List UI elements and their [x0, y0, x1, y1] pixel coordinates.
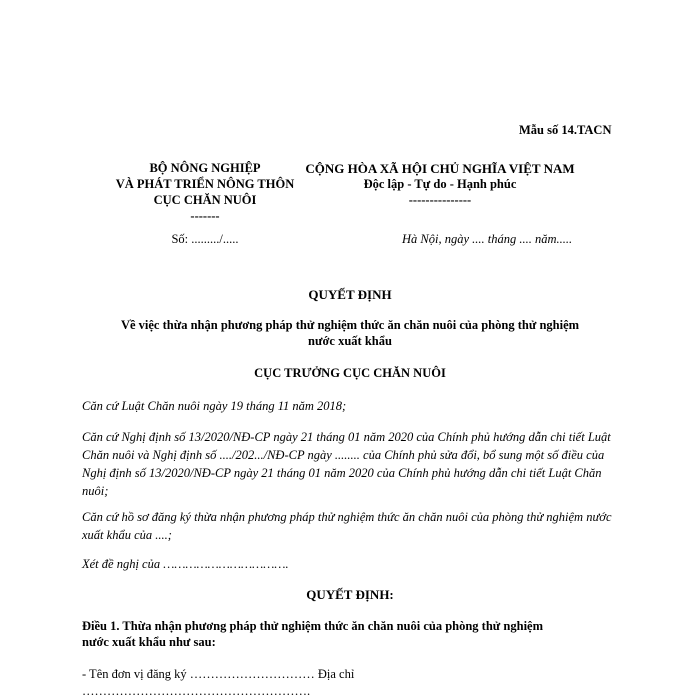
article-1-line-1: Điều 1. Thừa nhận phương pháp thử nghiệm thức ăn chăn nuôi của phòng thử nghiệm: [82, 619, 544, 633]
subject-line-2: nước xuất khẩu: [308, 334, 392, 348]
form-code: Mẫu số 14.TACN: [519, 123, 612, 137]
basis-proposal: Xét đề nghị của …………………………….: [82, 557, 289, 571]
left-divider: -------: [190, 209, 220, 223]
document-title: QUYẾT ĐỊNH: [308, 287, 392, 302]
decision-heading: QUYẾT ĐỊNH:: [306, 587, 394, 602]
registrant-field: - Tên đơn vị đăng ký ………………………… Địa chỉ: [82, 667, 355, 681]
ministry-name-2: VÀ PHÁT TRIỂN NÔNG THÔN: [115, 177, 295, 191]
subject-line-1: Về việc thừa nhận phương pháp thử nghiệm thức ăn chăn nuôi của phòng thử nghiệm: [120, 318, 580, 332]
basis-decree: Căn cứ Nghị định số 13/2020/NĐ-CP ngày 21 tháng 01 năm 2020 của Chính phủ hướng dẫn chi tiết Luật Chăn nuôi và Nghị định số ..../202.../NĐ-CP ngày ........ của Chính phủ sửa đổi, bổ sung một số điều của Nghị định số 13/2020/NĐ-CP ngày 21 tháng 01 năm 2020 của Chính phủ hướng dẫn chi tiết Luật Chăn nuôi;: [82, 430, 611, 498]
basis-law: Căn cứ Luật Chăn nuôi ngày 19 tháng 11 năm 2018;: [82, 399, 347, 413]
article-1-line-2: nước xuất khẩu như sau:: [82, 635, 216, 649]
right-divider: ---------------: [408, 193, 472, 207]
department-name: CỤC CHĂN NUÔI: [153, 193, 257, 207]
country-name: CỘNG HÒA XÃ HỘI CHỦ NGHĨA VIỆT NAM: [305, 161, 575, 176]
document-number: Số: ........./.....: [171, 232, 239, 246]
issuing-authority: CỤC TRƯỞNG CỤC CHĂN NUÔI: [254, 366, 446, 380]
ministry-name: BỘ NÔNG NGHIỆP: [149, 161, 261, 175]
registrant-field-continued: ……………………………………………….: [82, 684, 311, 698]
basis-dossier: Căn cứ hồ sơ đăng ký thừa nhận phương pháp thử nghiệm thức ăn chăn nuôi của phòng thử nghiệm nước xuất khẩu của ....;: [82, 510, 612, 542]
national-motto: Độc lập - Tự do - Hạnh phúc: [363, 177, 517, 191]
place-date: Hà Nội, ngày .... tháng .... năm.....: [402, 232, 573, 246]
